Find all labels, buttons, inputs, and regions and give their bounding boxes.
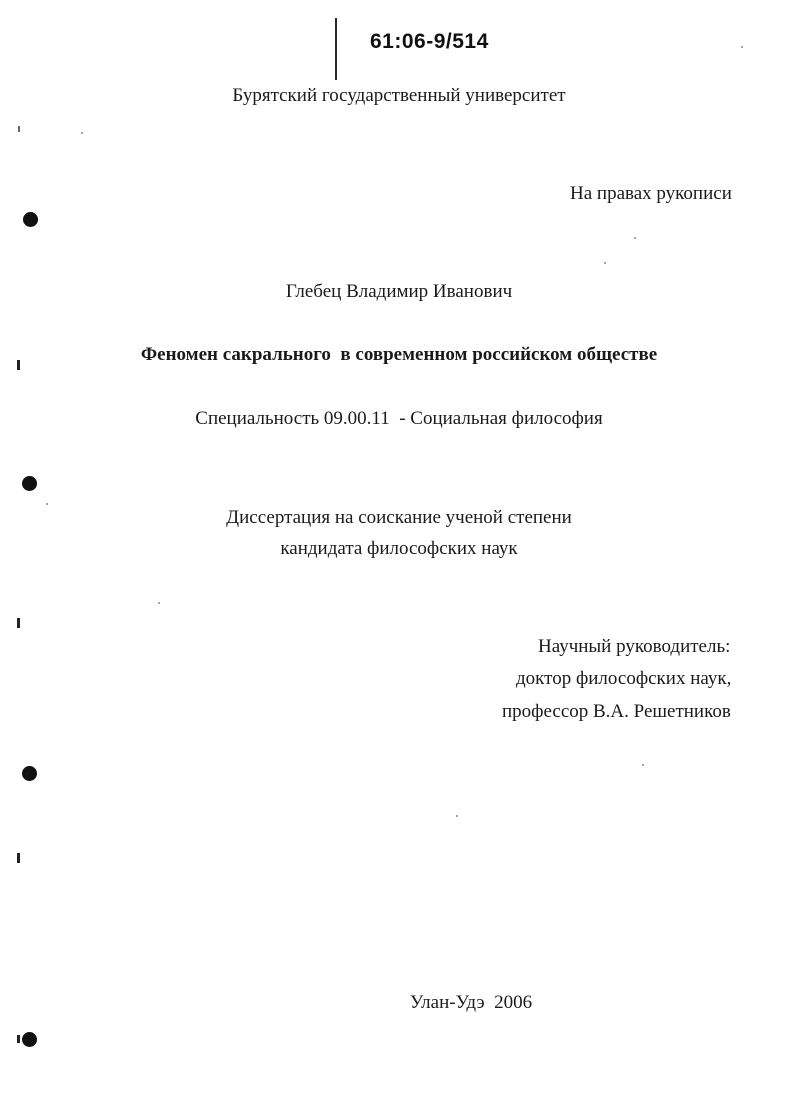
binder-hole-icon: [22, 1032, 37, 1047]
scan-mark-icon: [17, 618, 20, 628]
scan-mark-icon: [17, 1035, 20, 1043]
place-year: Улан-Удэ 2006: [409, 992, 533, 1013]
archive-code: 61:06-9/514: [370, 30, 489, 53]
scan-speck: [158, 602, 160, 604]
scan-mark-icon: [18, 126, 20, 132]
advisor-name: профессор В.А. Решетников: [502, 701, 731, 722]
binder-hole-icon: [22, 476, 37, 491]
degree-line-2: кандидата философских наук: [280, 538, 518, 559]
advisor-label: Научный руководитель:: [538, 636, 731, 657]
scan-speck: [604, 262, 606, 264]
scan-speck: [634, 237, 636, 239]
author-name: Глебец Владимир Иванович: [285, 281, 513, 302]
scan-speck: [81, 132, 83, 134]
stamp-line: [335, 18, 337, 80]
scan-speck: [642, 764, 644, 766]
scan-speck: [456, 815, 458, 817]
binder-hole-icon: [22, 766, 37, 781]
advisor-degree: доктор философских наук,: [516, 668, 732, 689]
specialty: Специальность 09.00.11 - Социальная философия: [195, 408, 603, 429]
scan-speck: [741, 46, 743, 48]
binder-hole-icon: [23, 212, 38, 227]
manuscript-rights: На правах рукописи: [570, 183, 732, 204]
university-name: Бурятский государственный университет: [232, 85, 566, 106]
degree-line-1: Диссертация на соискание ученой степени: [226, 507, 572, 528]
scan-speck: [46, 503, 48, 505]
dissertation-title: Феномен сакрального в современном российском обществе: [140, 344, 658, 365]
scan-mark-icon: [17, 853, 20, 863]
